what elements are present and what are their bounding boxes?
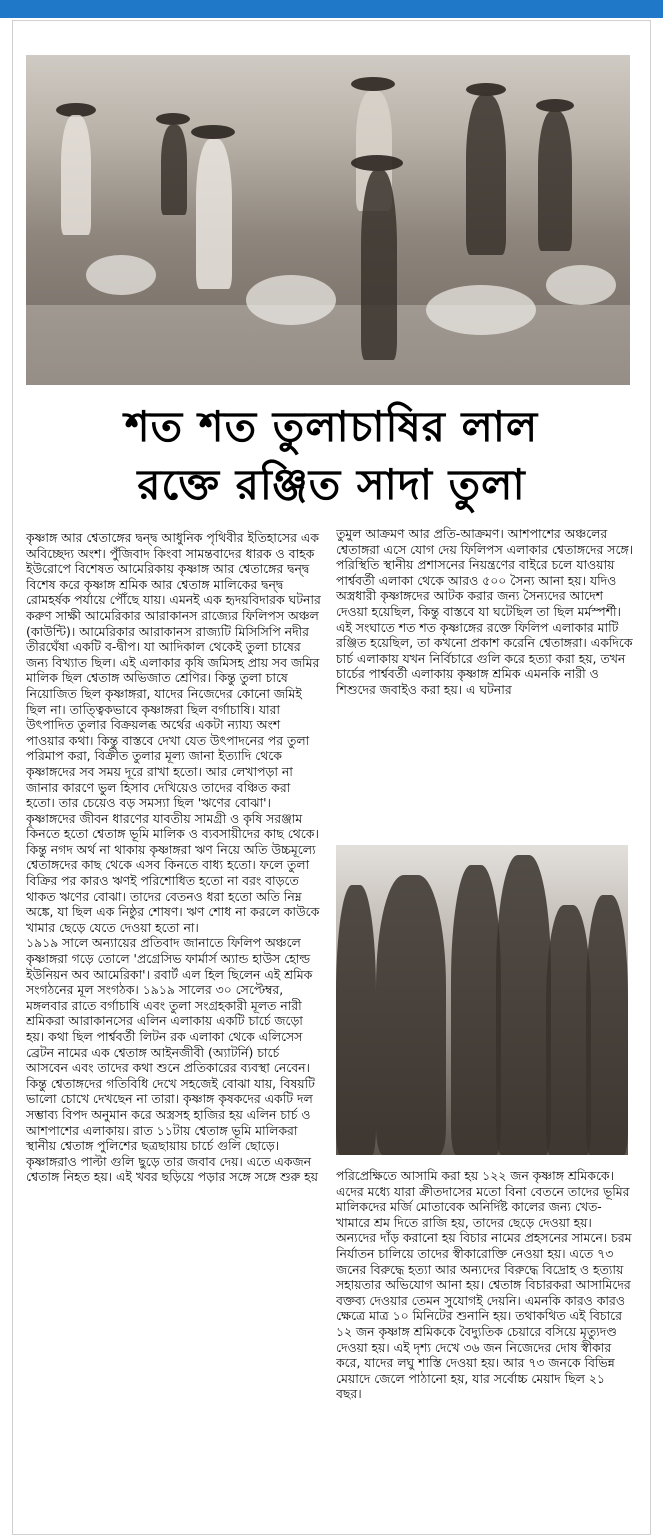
hat-shape [156,113,190,125]
cotton-field-ground [26,305,630,385]
worker-figure [546,905,591,1155]
group-of-workers-photo [336,845,628,1155]
worker-figure [538,111,572,251]
cotton-bush [546,265,616,305]
worker-figure [376,875,446,1155]
headline [20,398,643,514]
article-column-right-top: তুমুল আক্রমণ আর প্রতি-আক্রমণ। আশপাশের অঞ্চলের শ্বেতাঙ্গরা এসে যোগ দেয় ফিলিপস এলাকার শ্বেতাঙ্গদের সঙ্গে। পরিস্থিতি স্থানীয় প্রশাসনের নিয়ন্ত্রণের বাইরে চলে যাওয়ায় পার্শ্ববর্তী এলাকা থেকে আরও ৫০০ সৈন্য আনা হয়। যদিও অস্ত্রধারী কৃষ্ণাঙ্গদের আটক করার জন্য সৈন্যদের আদেশ দেওয়া হয়েছিল, কিন্তু বাস্তবে যা ঘটেছিল তা ছিল মর্মস্পর্শী। এই সংঘাতে শত শত কৃষ্ণাঙ্গের রক্তে ফিলিপ এলাকার মাটি রঞ্জিত হয়েছিল, তা কখনো প্রকাশ করেনি শ্বেতাঙ্গরা। একদিকে চার্চ এলাকায় যখন নির্বিচারে গুলি করে হত্যা করা হয়, তখন চার্চের পার্শ্ববর্তী এলাকায় কৃষ্ণাঙ্গ শ্রমিক এমনকি নারী ও শিশুদের জবাইও করা হয়। এ ঘটনার [336,526,634,697]
worker-figure [196,139,232,289]
worker-figure [361,170,397,360]
top-accent-bar [0,0,663,18]
cotton-bush [426,285,536,335]
worker-figure [161,125,187,215]
article-column-left: কৃষ্ণাঙ্গ আর শ্বেতাঙ্গের দ্বন্দ্ব আধুনিক পৃথিবীর ইতিহাসের এক অবিচ্ছেদ্য অংশ। পুঁজিবাদ কিংবা সামন্তবাদের ধারক ও বাহক ইউরোপে বিশেষত আমেরিকায় কৃষ্ণাঙ্গ আর শ্বেতাঙ্গের দ্বন্দ্ব বিশেষ করে কৃষ্ণাঙ্গ শ্রমিক আর শ্বেতাঙ্গ মালিকের দ্বন্দ্ব রোমহর্ষক পর্যায়ে পৌঁছে যায়। এমনই এক হৃদয়বিদারক ঘটনার করুণ সাক্ষী আমেরিকার আরাকানস রাজ্যের ফিলিপস অঞ্চল (কাউন্টি)। আমেরিকার আরাকানস রাজ্যটি মিসিসিপি নদীর তীরঘেঁষা একটি ব-দ্বীপ। যা আদিকাল থেকেই তুলা চাষের জন্য বিখ্যাত ছিল। এই এলাকার কৃষি জমিসহ প্রায় সব জমির মালিক ছিল শ্বেতাঙ্গ অভিজাত শ্রেণির। কিন্তু তুলা চাষে নিয়োজিত ছিল কৃষ্ণাঙ্গরা, যাদের নিজেদের কোনো জমিই ছিল না। তাত্ত্বিকভাবে কৃষ্ণাঙ্গরা ছিল বর্গাচাষি। যারা উৎপাদিত তুলার বিক্রয়লব্ধ অর্থের একটা ন্যায্য অংশ পাওয়ার কথা। কিন্তু বাস্তবে দেখা যেত উৎপাদনের পর তুলা পরিমাপ করা, বিক্রীত তুলার মূল্য জানা ইত্যাদি থেকে কৃষ্ণাঙ্গদের সব সময় দূরে রাখা হতো। আর লেখাপড়া না জানার কারণে ভুল হিসাব দেখিয়েও তাদের বঞ্চিত করা হতো। তার চেয়েও বড় সমস্যা ছিল 'ঋণের বোঝা'। কৃষ্ণাঙ্গদের জীবন ধারণের যাবতীয় সামগ্রী ও কৃষি সরঞ্জাম কিনতে হতো শ্বেতাঙ্গ ভূমি মালিক ও ব্যবসায়ীদের কাছ থেকে। কিন্তু নগদ অর্থ না থাকায় কৃষ্ণাঙ্গরা ঋণ নিয়ে অতি উচ্চমূল্যে শ্বেতাঙ্গদের কাছ থেকে এসব কিনতে বাধ্য হতো। ফলে তুলা বিক্রির পর কারও ঋণই পরিশোধিত হতো না বরং বাড়তে থাকত ঋণের বোঝা। তাদের বেতনও ধরা হতো অতি নিম্ন অঙ্কে, যা ছিল এক নিষ্ঠুর শোষণ। ঋণ শোধ না করলে কাউকে খামার ছেড়ে যেতে দেওয়া হতো না। ১৯১৯ সালে অন্যায়ের প্রতিবাদ জানাতে ফিলিপ অঞ্চলে কৃষ্ণাঙ্গরা গড়ে তোলে 'প্রগ্রেসিভ ফার্মার্স অ্যান্ড হাউস হোল্ড ইউনিয়ন অব আমেরিকা'। রবার্ট এল হিল ছিলেন এই শ্রমিক সংগঠনের মূল সংগঠক। ১৯১৯ সালের ৩০ সেপ্টেম্বর, মঙ্গলবার রাতে বর্গাচাষি এবং তুলা সংগ্রহকারী মূলত নারী শ্রমিকরা আরাকানসের এলিন এলাকায় একটি চার্চে জড়ো হয়। কথা ছিল পার্শ্ববর্তী লিটন রক এলাকা থেকে এলিসেস ব্রেটন নামের এক শ্বেতাঙ্গ আইনজীবী (অ্যাটর্নি) চার্চে আসবেন এবং তাদের কথা শুনে প্রতিকারের ব্যবস্থা নেবেন। কিন্তু শ্বেতাঙ্গদের গতিবিধি দেখে সহজেই বোঝা যায়, বিষয়টি ভালো চোখে দেখছেন না তারা। কৃষ্ণাঙ্গ কৃষকদের একটি দল সম্ভাব্য বিপদ অনুমান করে অস্ত্রসহ হাজির হয় এলিন চার্চ ও আশপাশের এলাকায়। রাত ১১টায় শ্বেতাঙ্গ ভূমি মালিকরা স্থানীয় শ্বেতাঙ্গ পুলিশের ছত্রছায়ায় চার্চে গুলি ছোড়ে। কৃষ্ণাঙ্গরাও পাল্টা গুলি ছুড়ে তার জবাব দেয়। এতে একজন শ্বেতাঙ্গ নিহত হয়। এই খবর ছড়িয়ে পড়ার সঙ্গে সঙ্গে শুরু হয় [26,530,321,1185]
cotton-bush [246,275,336,325]
article-column-right-bottom: পরিপ্রেক্ষিতে আসামি করা হয় ১২২ জন কৃষ্ণাঙ্গ শ্রমিককে। এদের মধ্যে যারা ক্রীতদাসের মতো বিনা বেতনে তাদের ভূমির মালিকদের মর্জি মোতাবেক অনির্দিষ্ট কালের জন্য খেত-খামারে শ্রম দিতে রাজি হয়, তাদের ছেড়ে দেওয়া হয়। অন্যদের দাঁড় করানো হয় বিচার নামের প্রহসনের সামনে। চরম নির্যাতন চালিয়ে তাদের স্বীকারোক্তি নেওয়া হয়। এতে ৭৩ জনের বিরুদ্ধে হত্যা আর অন্যদের বিরুদ্ধে বিদ্রোহ ও হত্যায় সহায়তার অভিযোগ আনা হয়। শ্বেতাঙ্গ বিচারকরা আসামিদের বক্তব্য দেওয়ার তেমন সুযোগই দেয়নি। এমনকি কারও কারও ক্ষেত্রে মাত্র ১০ মিনিটের শুনানি হয়। তথাকথিত এই বিচারে ১২ জন কৃষ্ণাঙ্গ শ্রমিককে বৈদ্যুতিক চেয়ারে বসিয়ে মৃত্যুদণ্ড দেওয়া হয়। এই দৃশ্য দেখে ৩৬ জন নিজেদের দোষ স্বীকার করে, যাদের লঘু শাস্তি দেওয়া হয়। আর ৭৩ জনকে বিভিন্ন মেয়াদে জেলে পাঠানো হয়, যার সর্বোচ্চ মেয়াদ ছিল ২১ বছর। [336,1168,632,1402]
worker-figure [336,885,376,1155]
worker-figure [496,855,551,1155]
worker-figure [586,895,628,1155]
hat-shape [351,77,395,91]
headline-line-1: শত শত তুলাচাষির লাল [124,402,539,451]
worker-figure [451,865,501,1155]
worker-figure [61,115,91,235]
hat-shape [191,125,235,139]
headline-line-2: রক্তে রঞ্জিত সাদা তুলা [137,460,526,509]
cotton-field-workers-photo [26,55,630,385]
worker-figure [466,95,506,255]
hat-shape [351,155,403,171]
cotton-bush [86,255,156,295]
